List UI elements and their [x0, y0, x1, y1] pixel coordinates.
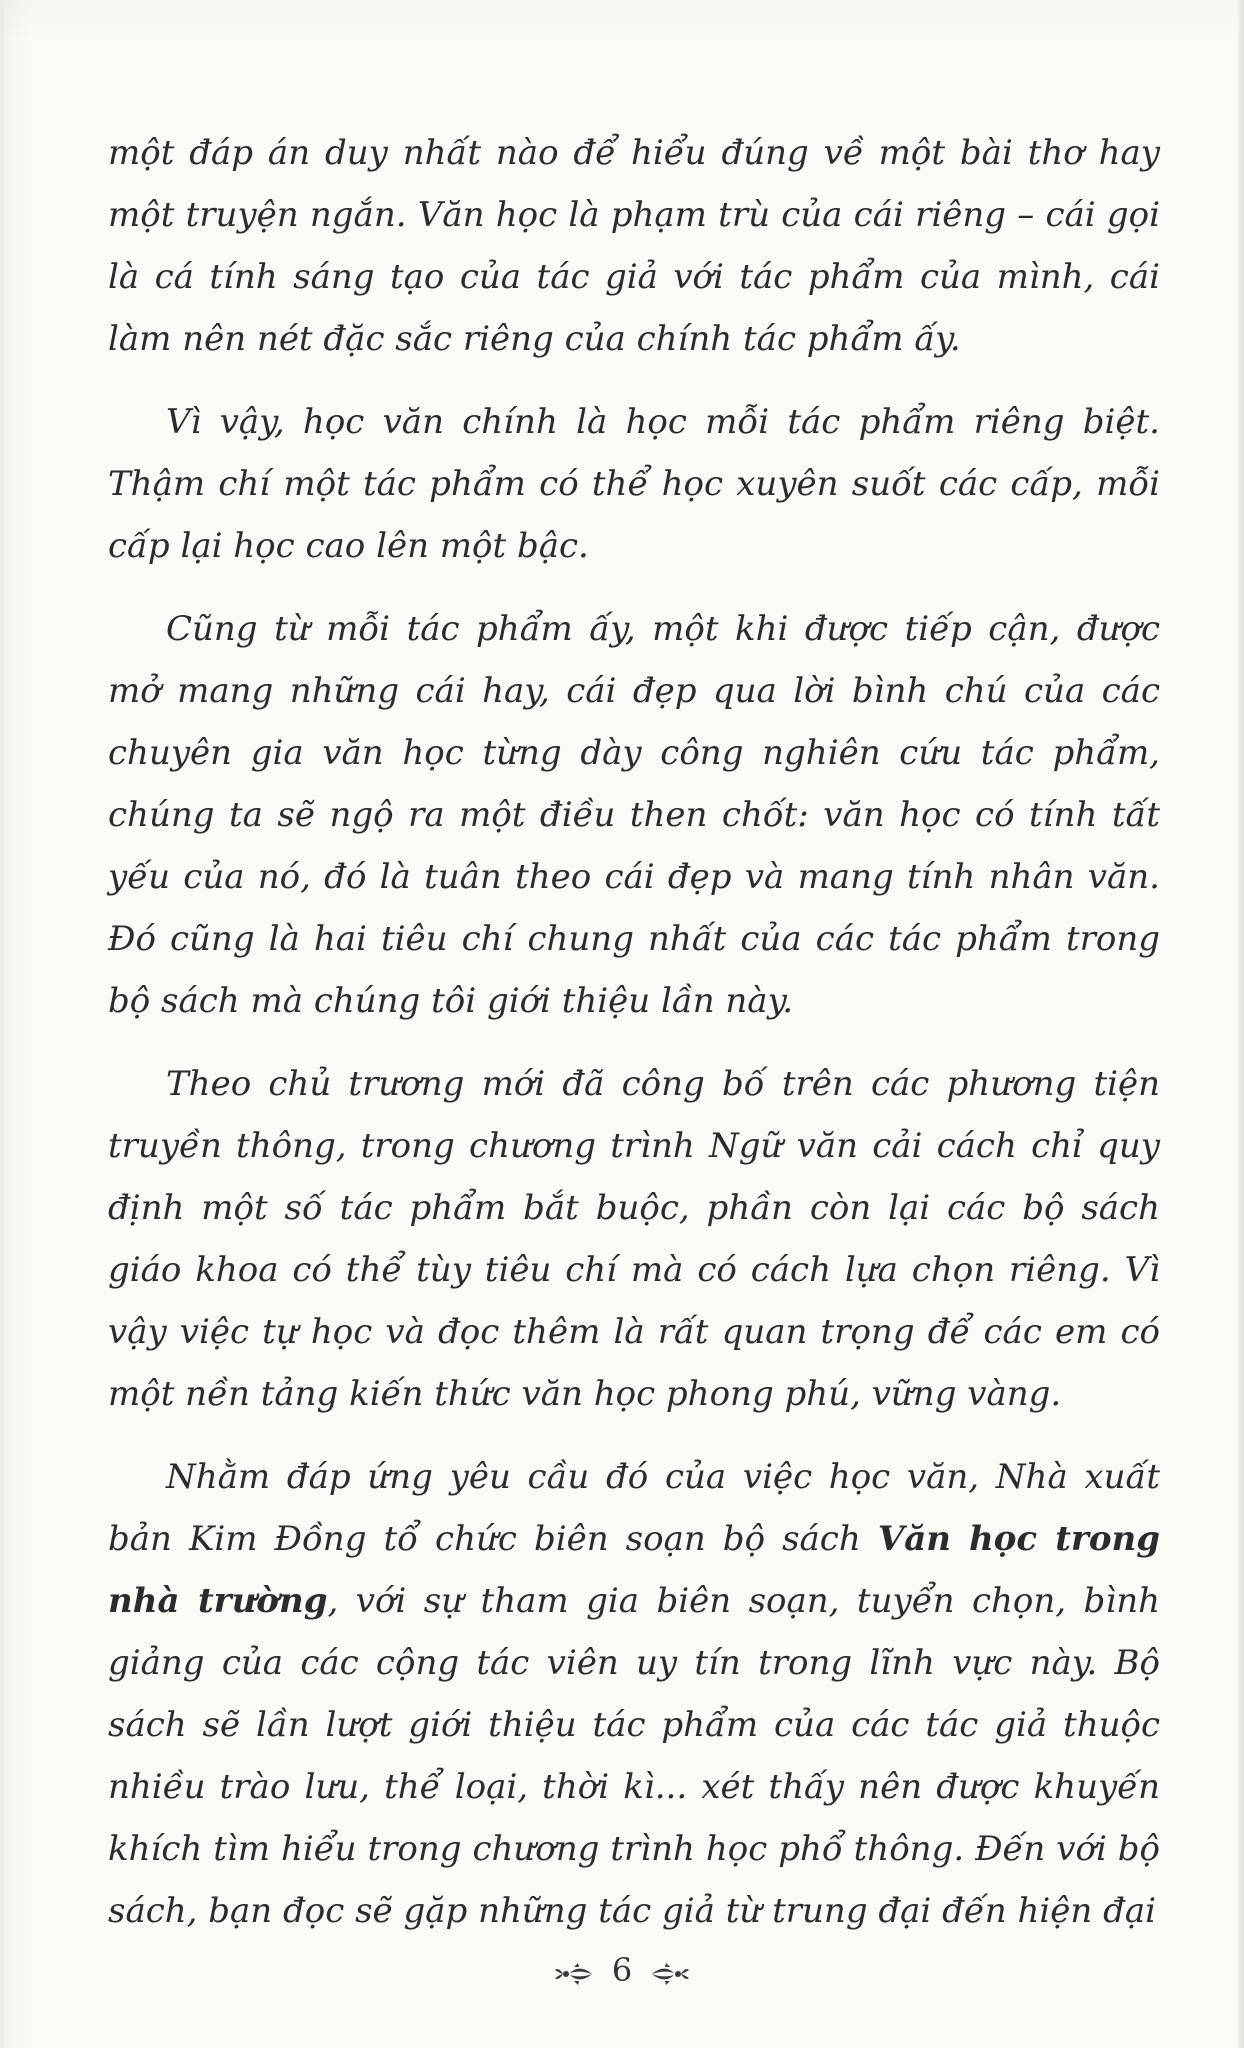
paragraph: [108, 1053, 1160, 1425]
paragraph-text: một đáp án duy nhất nào để hiểu đúng về một bài thơ hay một truyện ngắn. Văn học là phạm trù của cái riêng – cái gọi là cá tính sáng tạo của tác giả với tác phẩm của mình, cái làm nên nét đặc sắc riêng của chính tác phẩm ấy.: [108, 133, 1160, 359]
paragraph-text: Nhằm đáp ứng yêu cầu đó của việc học văn, Nhà xuất bản Kim Đồng tổ chức biên soạn bộ sách: [108, 1457, 1160, 1559]
page-edge: [1238, 0, 1244, 2048]
paragraph: [108, 1446, 1160, 1942]
paragraph-text: , với sự tham gia biên soạn, tuyển chọn, bình giảng của các cộng tác viên uy tín trong lĩnh vực này. Bộ sách sẽ lần lượt giới thiệu tác phẩm của các tác giả thuộc nhiều trào lưu, thể loại, thời kì... xét thấy nên được khuyến khích tìm hiểu trong chương trình học phổ thông. Đến với bộ sách, bạn đọc sẽ gặp những tác giả từ trung đại đến hiện đại: [108, 1581, 1160, 1931]
page-gutter-shadow: [0, 0, 4, 2048]
paragraph-text: Cũng từ mỗi tác phẩm ấy, một khi được tiếp cận, được mở mang những cái hay, cái đẹp qua lời bình chú của các chuyên gia văn học từng dày công nghiên cứu tác phẩm, chúng ta sẽ ngộ ra một điều then chốt: văn học có tính tất yếu của nó, đó là tuân theo cái đẹp và mang tính nhân văn. Đó cũng là hai tiêu chí chung nhất của các tác phẩm trong bộ sách mà chúng tôi giới thiệu lần này.: [108, 609, 1160, 1021]
paragraph: [108, 391, 1160, 577]
book-series-title: Văn học trong nhà trường: [108, 1519, 1160, 1621]
floral-ornament-icon: [554, 1957, 594, 1983]
paragraph-text: Theo chủ trương mới đã công bố trên các phương tiện truyền thông, trong chương trình Ngữ văn cải cách chỉ quy định một số tác phẩm bắt buộc, phần còn lại các bộ sách giáo khoa có thể tùy tiêu chí mà có cách lựa chọn riêng. Vì vậy việc tự học và đọc thêm là rất quan trọng để các em có một nền tảng kiến thức văn học phong phú, vững vàng.: [108, 1064, 1160, 1414]
body-text: [108, 122, 1160, 1963]
page-footer: [0, 1948, 1244, 1989]
paragraph-text: Vì vậy, học văn chính là học mỗi tác phẩm riêng biệt. Thậm chí một tác phẩm có thể học xuyên suốt các cấp, mỗi cấp lại học cao lên một bậc.: [108, 402, 1160, 566]
page-number: 6: [611, 1950, 633, 1989]
paragraph: [108, 598, 1160, 1032]
paragraph: [108, 122, 1160, 370]
floral-ornament-icon: [650, 1957, 690, 1983]
